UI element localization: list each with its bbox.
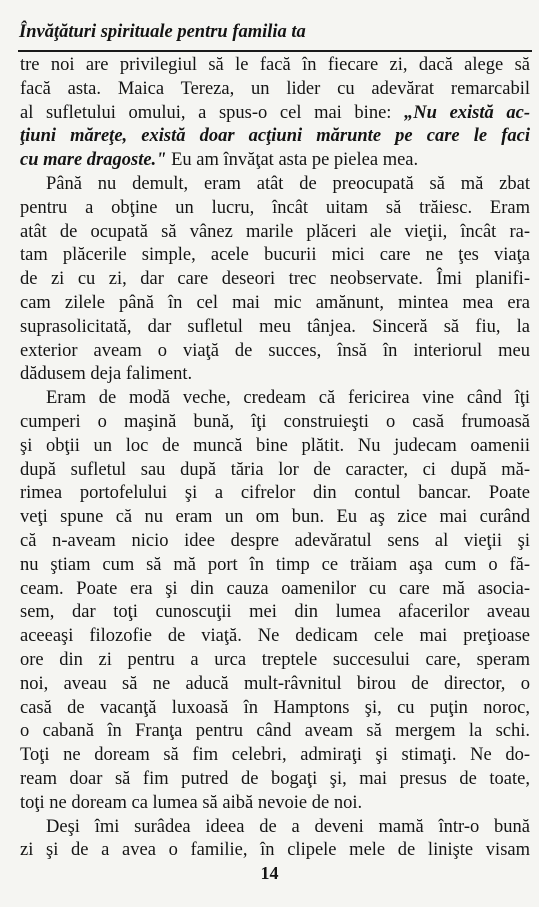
text-line: exterior aveam o viaţă de succes, însă în interiorul meu [20,340,530,361]
paragraph-start: Până nu demult, eram atât de preocupată să mă zbat [46,173,530,194]
text-line: ream doar să fim putred de bogaţi şi, mai presus de toate, [20,768,530,789]
text-line: după sufletul sau după tăria lor de caracter, ci după mă- [20,459,530,480]
quote-segment: ţiuni măreţe, există doar acţiuni mărunte pe care le faci [20,126,530,147]
page-number: 14 [260,863,279,883]
body-text [20,54,530,863]
running-header: Învăţături spirituale pentru familia ta [19,22,306,42]
quote-segment: „Nu există ac- [404,102,530,123]
text-line: tam plăcerile simple, acele bucurii mici care ne ţes viaţa [20,245,530,266]
header-rule [18,50,532,52]
text-line: cumperi o maşină bună, îţi construieşti o casă frumoasă [20,411,530,432]
paragraph-start: Deşi îmi surâdea ideea de a deveni mamă într-o bună [46,816,530,837]
text-line: pentru a obţine un lucru, încât uitam să trăiesc. Eram [20,197,530,218]
text-line: ceam. Poate era şi din cauza oamenilor cu care mă asocia- [20,578,530,599]
paragraph-start: Eram de modă veche, credeam că fericirea vine când îţi [46,388,530,409]
text-line: de zi cu zi, dar care deseori trec neobservate. Îmi planifi- [20,269,530,290]
text-line [20,102,530,126]
text-line: veţi spune că nu eram un om bun. Eu aş zice mai curând [20,507,530,528]
quote-segment: cu mare dragoste." [20,150,167,171]
text-line: rimea portofelului şi a cifrelor din contul bancar. Poate [20,483,530,504]
text-line: nu ştiam cum să mă port în timp ce trăiam aşa cum o fă- [20,554,530,575]
text-line: toţi ne doream ca lumea să aibă nevoie de noi. [20,792,363,813]
text-line: suprasolicitată, dar sufletul meu tânjea. Sinceră să fiu, la [20,316,530,337]
text-segment: al sufletului omului, a spus-o cel mai bine: [20,102,405,123]
text-segment: Eu am învăţat asta pe pielea mea. [166,150,419,171]
text-line: facă asta. Maica Tereza, un lider cu adevărat remarcabil [20,78,530,99]
text-line: dădusem deja faliment. [20,364,193,385]
text-line: noi, aveau să ne aducă mult-râvnitul birou de director, o [20,673,530,694]
text-line: sem, dar toţi cunoscuţii mei din lumea afacerilor aveau [20,602,530,623]
text-line [20,125,530,149]
text-line: cam zilele până în cel mai mic amănunt, mintea mea era [20,292,530,313]
text-line: Toţi ne doream să fim celebri, admiraţi şi stimaţi. Ne do- [20,745,530,766]
text-line: că n-aveam nicio idee despre adevăratul sens al vieţii şi [20,530,530,551]
text-line: aceeaşi filozofie de viaţă. Ne dedicam cele mai preţioase [20,626,530,647]
text-line: şi obţii un loc de muncă bine plătit. Nu judecam oamenii [20,435,530,456]
text-line: ore din zi pentru a urca treptele succesului care, speram [20,649,530,670]
text-line: o cabană în Franţa pentru când aveam să mergem la schi. [20,721,530,742]
text-line: atât de ocupată să vânez marile plăceri ale vieţii, încât ra- [20,221,530,242]
text-line [20,149,530,173]
text-line: tre noi are privilegiul să le facă în fiecare zi, dacă alege să [20,55,530,75]
text-line: zi şi de a avea o familie, în clipele mele de linişte visam [20,840,530,861]
text-line: casă de vacanţă luxoasă în Hamptons şi, cu puţin noroc, [20,697,530,718]
